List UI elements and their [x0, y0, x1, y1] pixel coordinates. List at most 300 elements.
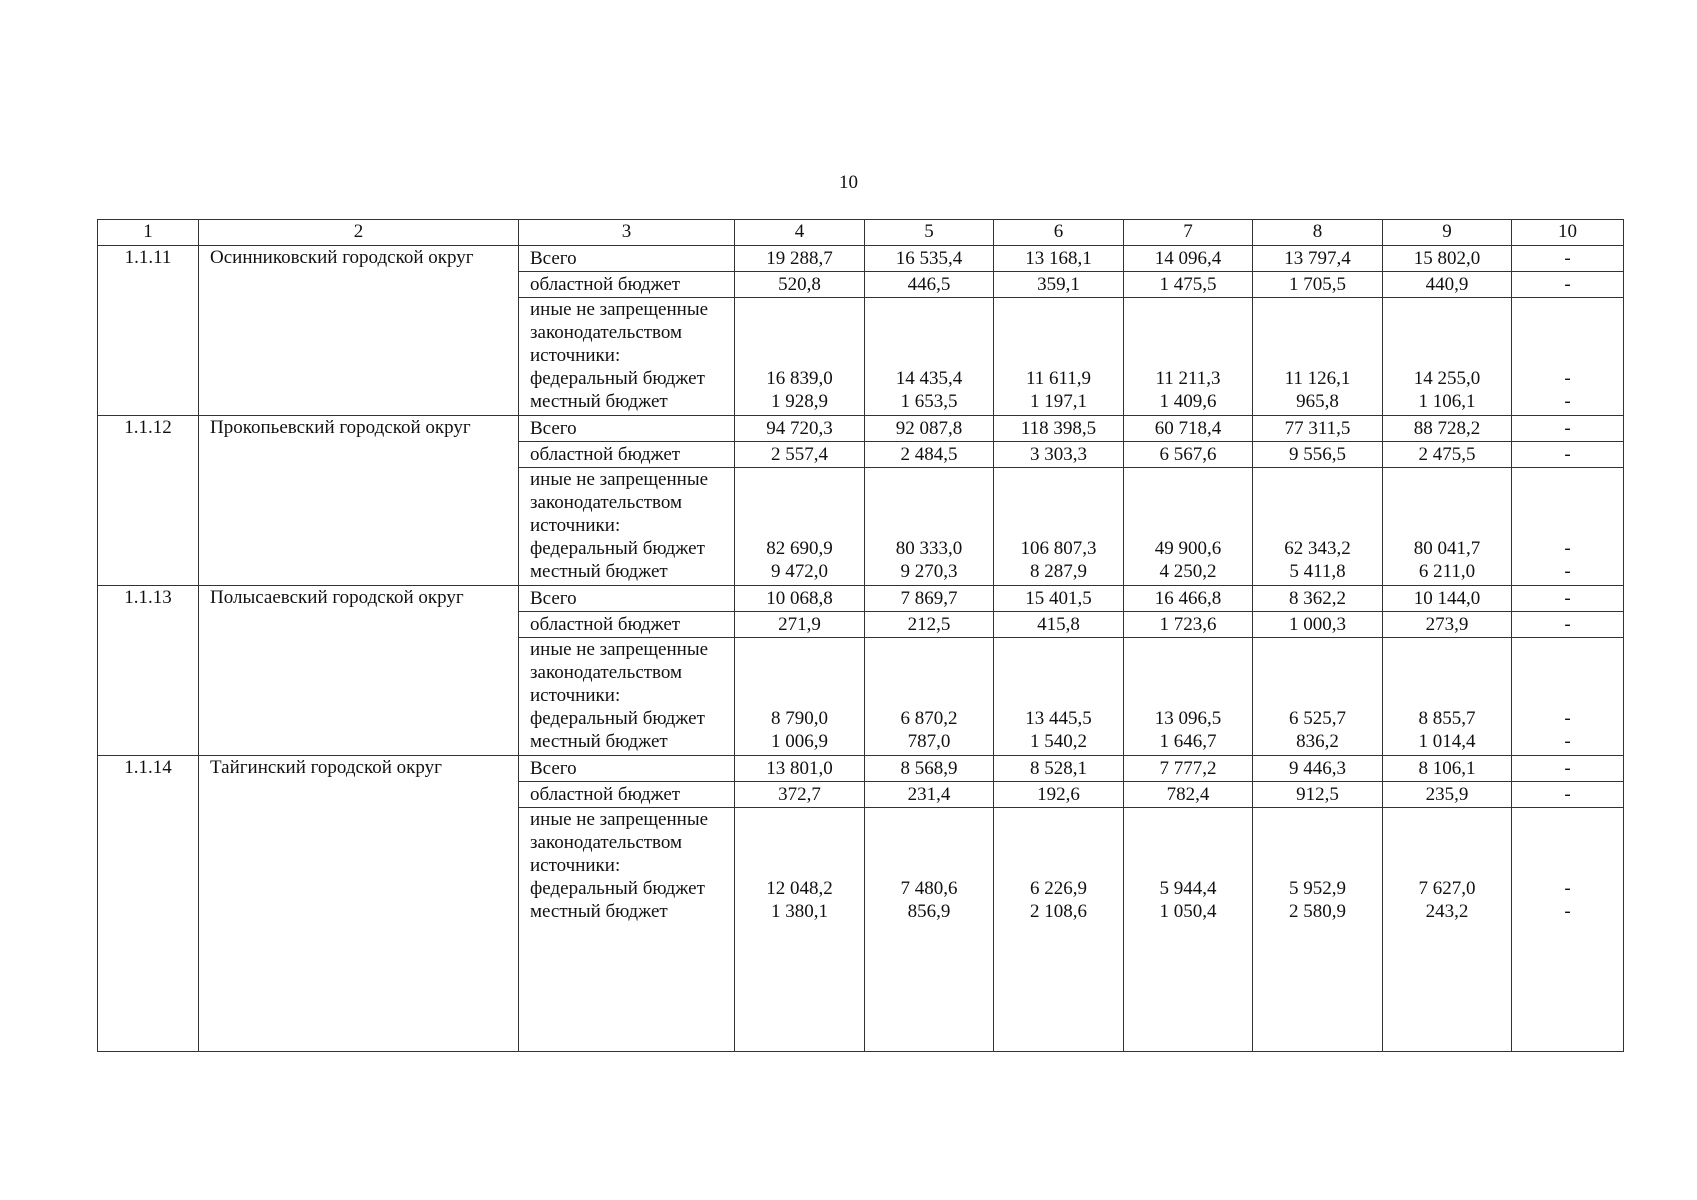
total-label: [519, 586, 735, 612]
cell-line: 1 705,5: [1289, 274, 1346, 295]
cell-line: Всего: [530, 758, 577, 779]
regional-value: [865, 782, 994, 808]
cell-line: -: [1564, 444, 1571, 465]
cell-line: 1 653,5: [900, 391, 958, 412]
spacer: [1253, 808, 1382, 831]
spacer: [994, 298, 1123, 321]
sources-value: [735, 808, 865, 1052]
spacer: [865, 684, 993, 707]
cell-line: федеральный бюджет: [530, 708, 705, 729]
sources-value: [1253, 808, 1383, 1052]
cell-line: -: [1564, 418, 1571, 439]
cell-line: 7 777,2: [1159, 758, 1217, 779]
cell-line: 8 106,1: [1418, 758, 1476, 779]
cell-line: иные не запрещенные: [530, 469, 709, 490]
cell-line: 49 900,6: [1154, 538, 1222, 559]
spacer: [1124, 854, 1252, 877]
cell-line: 8 528,1: [1030, 758, 1087, 779]
section-code: 1.1.14: [98, 756, 199, 1052]
cell-line: 440,9: [1425, 274, 1469, 295]
spacer: [1124, 491, 1252, 514]
regional-value: [735, 442, 865, 468]
column-number-row: [98, 220, 1624, 246]
regional-label: [519, 612, 735, 638]
cell-line: 14 435,4: [895, 368, 963, 389]
cell-line: иные не запрещенные: [530, 299, 709, 320]
sources-value: [1124, 638, 1253, 756]
cell-line: 2 484,5: [900, 444, 958, 465]
sources-value: [1383, 298, 1512, 416]
regional-value: [1253, 782, 1383, 808]
spacer: [1383, 298, 1511, 321]
spacer: [1383, 468, 1511, 491]
cell-line: областной бюджет: [530, 444, 681, 465]
regional-value: [994, 272, 1124, 298]
cell-line: 372,7: [778, 784, 821, 805]
cell-line: 19 288,7: [766, 248, 833, 269]
cell-line: 8 568,9: [900, 758, 958, 779]
spacer: [1512, 468, 1623, 491]
cell-line: -: [1564, 878, 1571, 899]
total-value: [1512, 756, 1624, 782]
total-label: [519, 756, 735, 782]
spacer: [1253, 321, 1382, 344]
table-body: [98, 220, 1624, 1052]
regional-value: [865, 442, 994, 468]
cell-line: федеральный бюджет: [530, 538, 705, 559]
cell-line: 80 041,7: [1413, 538, 1481, 559]
cell-line: федеральный бюджет: [530, 368, 705, 389]
total-value: [865, 756, 994, 782]
cell-line: 16 535,4: [895, 248, 963, 269]
cell-line: 11 211,3: [1155, 368, 1221, 389]
spacer: [1253, 684, 1382, 707]
cell-line: 6 211,0: [1418, 561, 1476, 582]
cell-line: областной бюджет: [530, 614, 681, 635]
cell-line: 836,2: [1296, 731, 1339, 752]
total-value: [994, 756, 1124, 782]
spacer: [994, 808, 1123, 831]
cell-line: иные не запрещенные: [530, 809, 709, 830]
cell-line: 912,5: [1296, 784, 1339, 805]
regional-value: [735, 272, 865, 298]
page-number: 10: [839, 172, 858, 193]
spacer: [1383, 514, 1511, 537]
cell-line: 9 556,5: [1289, 444, 1346, 465]
cell-line: 415,8: [1037, 614, 1080, 635]
cell-line: -: [1564, 758, 1571, 779]
cell-line: 1 723,6: [1159, 614, 1217, 635]
sources-value: [1512, 638, 1624, 756]
cell-line: 13 801,0: [766, 758, 833, 779]
total-value: [865, 416, 994, 442]
spacer: [865, 661, 993, 684]
cell-line: 2 580,9: [1289, 901, 1346, 922]
sources-value: [735, 638, 865, 756]
column-header: 6: [994, 220, 1124, 246]
cell-line: -: [1564, 391, 1571, 412]
spacer: [735, 661, 864, 684]
spacer: [1383, 321, 1511, 344]
cell-line: -: [1564, 248, 1571, 269]
spacer: [735, 831, 864, 854]
spacer: [1124, 514, 1252, 537]
spacer: [735, 684, 864, 707]
sources-value: [1253, 468, 1383, 586]
regional-value: [1253, 442, 1383, 468]
cell-line: 80 333,0: [895, 538, 963, 559]
cell-line: 4 250,2: [1159, 561, 1217, 582]
regional-value: [1383, 272, 1512, 298]
sources-value: [1124, 468, 1253, 586]
cell-line: 106 807,3: [1020, 538, 1097, 559]
total-value: [735, 756, 865, 782]
cell-line: 92 087,8: [895, 418, 963, 439]
total-value: [735, 416, 865, 442]
spacer: [865, 491, 993, 514]
regional-value: [1512, 612, 1624, 638]
total-value: [1383, 246, 1512, 272]
spacer: [865, 808, 993, 831]
spacer: [1124, 831, 1252, 854]
total-value: [1253, 586, 1383, 612]
cell-line: местный бюджет: [530, 901, 668, 922]
spacer: [994, 468, 1123, 491]
cell-line: 520,8: [778, 274, 821, 295]
spacer: [1383, 808, 1511, 831]
total-value: [865, 586, 994, 612]
spacer: [1512, 514, 1623, 537]
column-header: 10: [1512, 220, 1624, 246]
sources-value: [865, 808, 994, 1052]
spacer: [1512, 854, 1623, 877]
spacer: [1124, 638, 1252, 661]
cell-line: 1 540,2: [1030, 731, 1087, 752]
other-sources-label: [519, 638, 735, 756]
cell-line: 8 790,0: [771, 708, 828, 729]
cell-line: 273,9: [1425, 614, 1469, 635]
spacer: [1512, 831, 1623, 854]
cell-line: 11 611,9: [1025, 368, 1092, 389]
cell-line: 787,0: [907, 731, 951, 752]
column-header: 3: [519, 220, 735, 246]
cell-line: местный бюджет: [530, 391, 668, 412]
total-value: [1512, 246, 1624, 272]
total-value: [994, 586, 1124, 612]
spacer: [1124, 684, 1252, 707]
cell-line: законодательством: [530, 662, 683, 683]
cell-line: 6 567,6: [1159, 444, 1217, 465]
regional-value: [1383, 442, 1512, 468]
spacer: [1512, 661, 1623, 684]
cell-line: 118 398,5: [1020, 418, 1097, 439]
cell-line: 9 472,0: [771, 561, 828, 582]
cell-line: 2 475,5: [1418, 444, 1476, 465]
spacer: [735, 808, 864, 831]
spacer: [1124, 468, 1252, 491]
spacer: [1512, 638, 1623, 661]
spacer: [735, 514, 864, 537]
spacer: [994, 344, 1123, 367]
cell-line: 62 343,2: [1284, 538, 1351, 559]
cell-line: 243,2: [1425, 901, 1469, 922]
cell-line: 6 226,9: [1030, 878, 1087, 899]
cell-line: 2 557,4: [771, 444, 828, 465]
cell-line: -: [1564, 561, 1571, 582]
spacer: [1253, 344, 1382, 367]
spacer: [1253, 298, 1382, 321]
spacer: [1512, 321, 1623, 344]
spacer: [865, 321, 993, 344]
cell-line: законодательством: [530, 832, 683, 853]
cell-line: 13 096,5: [1154, 708, 1222, 729]
cell-line: законодательством: [530, 322, 683, 343]
cell-line: местный бюджет: [530, 731, 668, 752]
spacer: [865, 638, 993, 661]
cell-line: источники:: [530, 685, 621, 706]
spacer: [1512, 298, 1623, 321]
total-value: [735, 246, 865, 272]
cell-line: -: [1564, 731, 1571, 752]
cell-line: 782,4: [1166, 784, 1210, 805]
spacer: [1512, 808, 1623, 831]
sources-value: [1512, 298, 1624, 416]
cell-line: местный бюджет: [530, 561, 668, 582]
spacer: [1124, 298, 1252, 321]
column-header: 7: [1124, 220, 1253, 246]
cell-line: источники:: [530, 515, 621, 536]
cell-line: 192,6: [1037, 784, 1080, 805]
cell-line: 10 068,8: [766, 588, 833, 609]
cell-line: -: [1564, 614, 1571, 635]
regional-value: [1383, 782, 1512, 808]
spacer: [1383, 491, 1511, 514]
total-value: [1253, 416, 1383, 442]
cell-line: 856,9: [907, 901, 951, 922]
total-value: [735, 586, 865, 612]
sources-value: [1383, 468, 1512, 586]
regional-label: [519, 782, 735, 808]
sources-value: [994, 468, 1124, 586]
cell-line: 6 870,2: [900, 708, 958, 729]
section-name: Тайгинский городской округ: [199, 756, 519, 1052]
spacer: [1512, 491, 1623, 514]
spacer: [994, 854, 1123, 877]
sources-value: [735, 298, 865, 416]
cell-line: 1 646,7: [1159, 731, 1217, 752]
cell-line: 8 287,9: [1030, 561, 1087, 582]
table-row: [98, 416, 1624, 442]
total-value: [1512, 416, 1624, 442]
spacer: [735, 468, 864, 491]
cell-line: 88 728,2: [1413, 418, 1481, 439]
sources-value: [1124, 808, 1253, 1052]
spacer: [994, 321, 1123, 344]
total-value: [1124, 756, 1253, 782]
regional-value: [994, 442, 1124, 468]
cell-line: законодательством: [530, 492, 683, 513]
regional-value: [865, 272, 994, 298]
cell-line: 11 126,1: [1284, 368, 1351, 389]
cell-line: источники:: [530, 345, 621, 366]
cell-line: 16 839,0: [766, 368, 833, 389]
spacer: [1383, 344, 1511, 367]
total-value: [865, 246, 994, 272]
cell-line: -: [1564, 368, 1571, 389]
cell-line: 10 144,0: [1413, 588, 1481, 609]
sources-value: [1253, 638, 1383, 756]
cell-line: -: [1564, 274, 1571, 295]
spacer: [1512, 684, 1623, 707]
cell-line: 77 311,5: [1284, 418, 1351, 439]
sources-value: [865, 298, 994, 416]
cell-line: Всего: [530, 248, 577, 269]
other-sources-label: [519, 808, 735, 1052]
cell-line: 1 409,6: [1159, 391, 1217, 412]
cell-line: 16 466,8: [1154, 588, 1222, 609]
cell-line: областной бюджет: [530, 784, 681, 805]
spacer: [994, 684, 1123, 707]
total-label: [519, 416, 735, 442]
total-value: [1383, 416, 1512, 442]
cell-line: 8 362,2: [1289, 588, 1346, 609]
cell-line: 14 096,4: [1154, 248, 1222, 269]
spacer: [1253, 491, 1382, 514]
regional-value: [1512, 442, 1624, 468]
section-name: Полысаевский городской округ: [199, 586, 519, 756]
spacer: [994, 661, 1123, 684]
sources-value: [865, 638, 994, 756]
spacer: [735, 321, 864, 344]
cell-line: 212,5: [907, 614, 951, 635]
total-value: [1253, 246, 1383, 272]
cell-line: -: [1564, 588, 1571, 609]
regional-value: [1253, 272, 1383, 298]
section-code: 1.1.12: [98, 416, 199, 586]
regional-label: [519, 442, 735, 468]
spacer: [1253, 638, 1382, 661]
total-value: [1512, 586, 1624, 612]
regional-value: [1253, 612, 1383, 638]
sources-value: [1383, 638, 1512, 756]
sources-value: [994, 808, 1124, 1052]
cell-line: 7 627,0: [1418, 878, 1476, 899]
total-value: [1124, 416, 1253, 442]
column-header: 1: [98, 220, 199, 246]
spacer: [1124, 808, 1252, 831]
spacer: [1383, 854, 1511, 877]
section-code: 1.1.13: [98, 586, 199, 756]
cell-line: -: [1564, 784, 1571, 805]
cell-line: 1 197,1: [1030, 391, 1087, 412]
cell-line: областной бюджет: [530, 274, 681, 295]
column-header: 2: [199, 220, 519, 246]
cell-line: 5 411,8: [1289, 561, 1346, 582]
cell-line: 1 000,3: [1289, 614, 1346, 635]
spacer: [1383, 638, 1511, 661]
cell-line: 6 525,7: [1289, 708, 1346, 729]
cell-line: Всего: [530, 588, 577, 609]
regional-value: [1124, 272, 1253, 298]
spacer: [1253, 661, 1382, 684]
total-value: [1124, 586, 1253, 612]
regional-value: [1124, 612, 1253, 638]
spacer: [1383, 684, 1511, 707]
cell-line: 13 445,5: [1025, 708, 1092, 729]
cell-line: 359,1: [1037, 274, 1080, 295]
regional-value: [1512, 272, 1624, 298]
regional-value: [1124, 782, 1253, 808]
cell-line: 1 050,4: [1159, 901, 1217, 922]
cell-line: 2 108,6: [1030, 901, 1087, 922]
regional-value: [1124, 442, 1253, 468]
spacer: [865, 514, 993, 537]
cell-line: 13 797,4: [1284, 248, 1351, 269]
total-value: [1253, 756, 1383, 782]
sources-value: [865, 468, 994, 586]
table-row: [98, 246, 1624, 272]
cell-line: -: [1564, 708, 1571, 729]
cell-line: 446,5: [907, 274, 951, 295]
cell-line: 15 401,5: [1025, 588, 1092, 609]
sources-value: [994, 298, 1124, 416]
other-sources-label: [519, 468, 735, 586]
cell-line: 1 928,9: [771, 391, 828, 412]
cell-line: Всего: [530, 418, 577, 439]
spacer: [994, 638, 1123, 661]
cell-line: 13 168,1: [1025, 248, 1092, 269]
cell-line: 12 048,2: [766, 878, 833, 899]
cell-line: 60 718,4: [1154, 418, 1222, 439]
spacer: [735, 638, 864, 661]
spacer: [994, 491, 1123, 514]
table-row: [98, 586, 1624, 612]
spacer: [735, 344, 864, 367]
sources-value: [1512, 468, 1624, 586]
spacer: [1512, 344, 1623, 367]
regional-value: [735, 612, 865, 638]
cell-line: 9 270,3: [900, 561, 958, 582]
regional-value: [1512, 782, 1624, 808]
cell-line: 7 480,6: [900, 878, 958, 899]
cell-line: 3 303,3: [1030, 444, 1087, 465]
total-value: [994, 246, 1124, 272]
cell-line: источники:: [530, 855, 621, 876]
sources-value: [1383, 808, 1512, 1052]
cell-line: 94 720,3: [766, 418, 833, 439]
sources-value: [994, 638, 1124, 756]
spacer: [1253, 854, 1382, 877]
other-sources-label: [519, 298, 735, 416]
section-code: 1.1.11: [98, 246, 199, 416]
section-name: Прокопьевский городской округ: [199, 416, 519, 586]
table-row: [98, 756, 1624, 782]
budget-table: [97, 219, 1624, 1052]
sources-value: [1124, 298, 1253, 416]
cell-line: 1 475,5: [1159, 274, 1217, 295]
cell-line: 1 006,9: [771, 731, 828, 752]
cell-line: 965,8: [1296, 391, 1339, 412]
regional-value: [735, 782, 865, 808]
cell-line: 9 446,3: [1289, 758, 1346, 779]
section-name: Осинниковский городской округ: [199, 246, 519, 416]
cell-line: 5 944,4: [1159, 878, 1217, 899]
cell-line: 1 106,1: [1418, 391, 1476, 412]
regional-value: [994, 782, 1124, 808]
total-value: [1383, 586, 1512, 612]
regional-value: [994, 612, 1124, 638]
column-header: 4: [735, 220, 865, 246]
